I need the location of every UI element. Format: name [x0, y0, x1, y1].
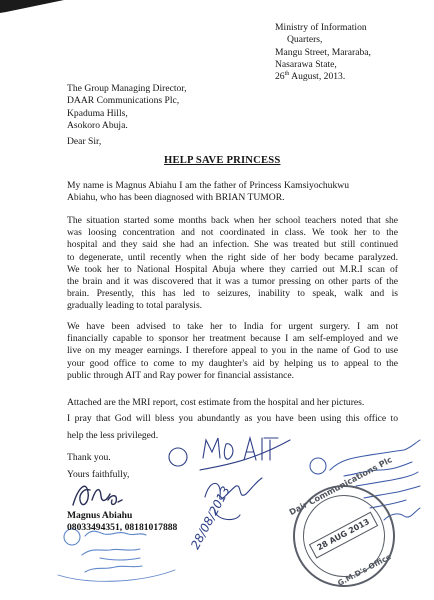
- paragraph-4-line: Attached are the MRI report, cost estimate from the hospital and her pictures.: [67, 397, 365, 408]
- recipient-line3: Kpaduma Hills,: [67, 107, 128, 119]
- paragraph-2-line: brain. Presently, this has led to seizures, inability to speak, walk and is: [67, 288, 398, 300]
- sender-address-line1: Ministry of Information: [275, 22, 367, 33]
- stamp-bottom-text: G.M.D's Office: [336, 552, 393, 588]
- letter-date: 26th August, 2013.: [275, 71, 346, 83]
- handwritten-note-1: [169, 438, 290, 520]
- paragraph-2-line: gradually leading to total paralysis.: [67, 300, 203, 312]
- paragraph-3-line: your good office to come to my daughter's aid by helping us to appeal to the: [67, 357, 398, 369]
- paragraph-5-line: I pray that God will bless you abundantly as you have been using this office to: [67, 413, 398, 425]
- salutation: Dear Sir,: [67, 136, 102, 147]
- signature: [73, 486, 122, 505]
- recipient-line2: DAAR Communications Plc,: [67, 95, 180, 107]
- paragraph-5-line: help the less privileged.: [67, 430, 159, 442]
- paragraph-2-line: was loosing concentration and not coordinated in class. We took her to the: [67, 227, 398, 239]
- paragraph-3-line: public through AIT and Ray power for financial assistance.: [67, 369, 295, 381]
- sender-address-line3: Mangu Street, Mararaba,: [275, 46, 371, 58]
- handwritten-note-3: [58, 529, 175, 581]
- paragraph-2-line: We took her to National Hospital Abuja where they carried out M.R.I scan of: [67, 263, 398, 275]
- sender-address-line4: Nasarawa State,: [275, 58, 337, 70]
- paragraph-3-line: financially capable to sponsor her treatment because I am self-employed and we: [67, 333, 398, 345]
- recipient-line4: Asokoro Abuja.: [67, 119, 128, 131]
- paragraph-1-line: Abiahu, who has been diagnosed with BRIAN TUMOR.: [67, 192, 285, 204]
- signer-name: Magnus Abiahu: [67, 510, 133, 521]
- sender-address-line2: Quarters,: [287, 34, 323, 46]
- recipient-line1: The Group Managing Director,: [67, 83, 187, 94]
- stamp-date: 28 AUG 2013: [315, 517, 372, 553]
- letter-subject: HELP SAVE PRINCESS: [164, 155, 281, 166]
- paragraph-2-line: the brain and it was discovered that it was a tumor pressing on other parts of the: [67, 276, 398, 288]
- signer-phones: 08033494351, 08181017888: [67, 522, 178, 533]
- paragraph-3-line: live on my meager earnings. I therefore appeal to you in the name of God to use: [67, 345, 398, 357]
- paragraph-1-line: My name is Magnus Abiahu I am the father of Princess Kamsiyochukwu: [67, 180, 349, 191]
- paragraph-2-line: The situation started some months back when her school teachers noted that she: [67, 215, 398, 226]
- paragraph-2-line: hospital and they said she had an infection. She was treated but still continued: [67, 239, 398, 251]
- stamp-top-text: Dair Communications Plc: [287, 454, 394, 518]
- handwritten-date: 28/08/2013: [188, 483, 233, 552]
- closing-line: Yours faithfully,: [67, 469, 130, 480]
- thanks-line: Thank you.: [67, 452, 111, 463]
- paragraph-3-line: We have been advised to take her to India for urgent surgery. I am not: [67, 321, 398, 332]
- paragraph-2-line: to degenerate, until recently when the right side of her body became paralyzed.: [67, 251, 398, 263]
